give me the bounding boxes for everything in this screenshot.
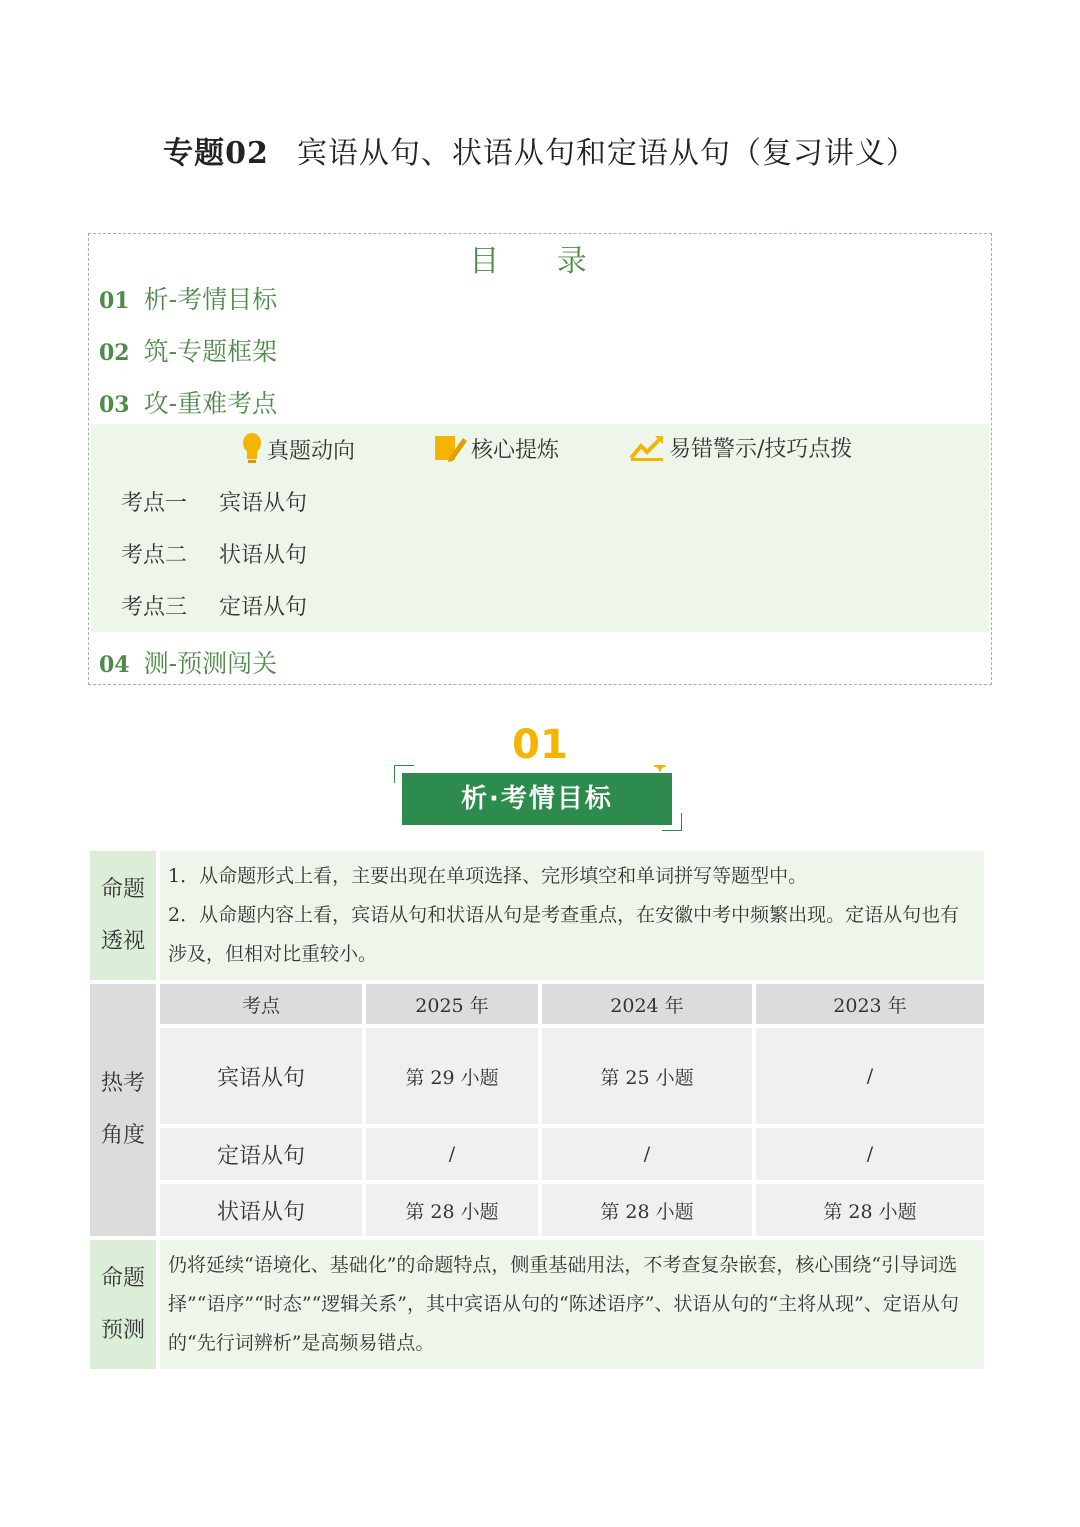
toc-item-label: 攻-重难考点 xyxy=(143,389,278,418)
table-row xyxy=(90,1128,984,1180)
toc-item-label: 析-考情目标 xyxy=(143,285,278,314)
content-line: 2．从命题内容上看，宾语从句和状语从句是考查重点，在安徽中考中频繁出现。定语从句也有涉及，但相对比重较小。 xyxy=(168,904,960,965)
table-cell: 第 25 小题 xyxy=(542,1028,752,1124)
toc-item-04[interactable] xyxy=(99,644,277,680)
toc-item-label: 测-预测闯关 xyxy=(143,649,278,678)
trend-chart-icon xyxy=(629,434,665,462)
toc-subsection xyxy=(91,424,989,632)
col-header: 考点 xyxy=(160,984,362,1024)
side-line: 透视 xyxy=(100,928,145,954)
table-cell: 第 28 小题 xyxy=(756,1184,984,1236)
col-header: 2025 年 xyxy=(366,984,538,1024)
toc-item-number: 01 xyxy=(99,288,130,314)
table-cell: 第 28 小题 xyxy=(542,1184,752,1236)
kaodian-label: 考点二 xyxy=(121,543,188,568)
toc-item-02[interactable] xyxy=(99,332,277,368)
side-label-yuce xyxy=(90,1240,156,1369)
content-line: 1．从命题形式上看，主要出现在单项选择、完形填空和单词拼写等题型中。 xyxy=(168,865,808,887)
table-cell: 第 29 小题 xyxy=(366,1028,538,1124)
table-of-contents xyxy=(88,233,992,685)
side-line: 命题 xyxy=(100,1265,145,1291)
side-line: 热考 xyxy=(100,1071,145,1096)
table-row xyxy=(90,1184,984,1236)
legend-label: 真题动向 xyxy=(267,438,356,464)
section-badge: 析·考情目标 xyxy=(402,773,672,825)
title-text: 宾语从句、状语从句和定语从句（复习讲义） xyxy=(296,136,917,171)
info-table xyxy=(90,847,992,1373)
table-cell: 宾语从句 xyxy=(160,1028,362,1124)
table-row xyxy=(90,1028,984,1124)
section-number: 01 xyxy=(512,722,568,768)
toc-item-03[interactable] xyxy=(99,384,277,420)
legend-hexin xyxy=(433,432,559,464)
toc-item-01[interactable] xyxy=(99,280,277,316)
toc-heading: 目 录 xyxy=(469,244,611,279)
table-cell: / xyxy=(542,1128,752,1180)
mingti-toushi-content xyxy=(160,851,984,980)
legend-label: 易错警示/技巧点拨 xyxy=(669,437,853,462)
kaodian-value: 宾语从句 xyxy=(219,491,308,516)
page-title xyxy=(0,128,1080,172)
side-line: 角度 xyxy=(100,1123,145,1148)
legend-label: 核心提炼 xyxy=(471,437,560,463)
yuce-content: 仍将延续“语境化、基础化”的命题特点，侧重基础用法，不考查复杂嵌套，核心围绕“引导词选择”“语序”“时态”“逻辑关系”，其中宾语从句的“陈述语序”、状语从句的“主将从现”、定语从句的“先行词辨析”是高频易错点。 xyxy=(160,1240,984,1369)
col-header: 2024 年 xyxy=(542,984,752,1024)
kaodian-3[interactable] xyxy=(121,590,307,621)
side-line: 命题 xyxy=(100,876,145,902)
table-cell: / xyxy=(366,1128,538,1180)
note-pencil-icon xyxy=(433,432,467,464)
legend-yicuo xyxy=(629,432,852,463)
kaodian-1[interactable] xyxy=(121,486,307,517)
toc-item-label: 筑-专题框架 xyxy=(143,337,278,366)
table-cell: 第 28 小题 xyxy=(366,1184,538,1236)
table-cell: / xyxy=(756,1128,984,1180)
table-cell: 定语从句 xyxy=(160,1128,362,1180)
col-header: 2023 年 xyxy=(756,984,984,1024)
toc-item-number: 02 xyxy=(99,340,130,366)
kaodian-2[interactable] xyxy=(121,538,307,569)
toc-item-number: 03 xyxy=(99,392,130,418)
title-number: 专题02 xyxy=(163,136,269,171)
lightbulb-icon xyxy=(241,432,263,466)
kaodian-label: 考点一 xyxy=(121,491,188,516)
kaodian-value: 状语从句 xyxy=(219,543,308,568)
side-line: 预测 xyxy=(100,1317,145,1343)
side-label-mingti-toushi xyxy=(90,851,156,980)
legend-zhenti xyxy=(241,432,355,466)
kaodian-value: 定语从句 xyxy=(219,595,308,620)
side-label-redu xyxy=(90,984,156,1236)
toc-item-number: 04 xyxy=(99,652,130,678)
table-cell: 状语从句 xyxy=(160,1184,362,1236)
table-cell: / xyxy=(756,1028,984,1124)
kaodian-label: 考点三 xyxy=(121,595,188,620)
